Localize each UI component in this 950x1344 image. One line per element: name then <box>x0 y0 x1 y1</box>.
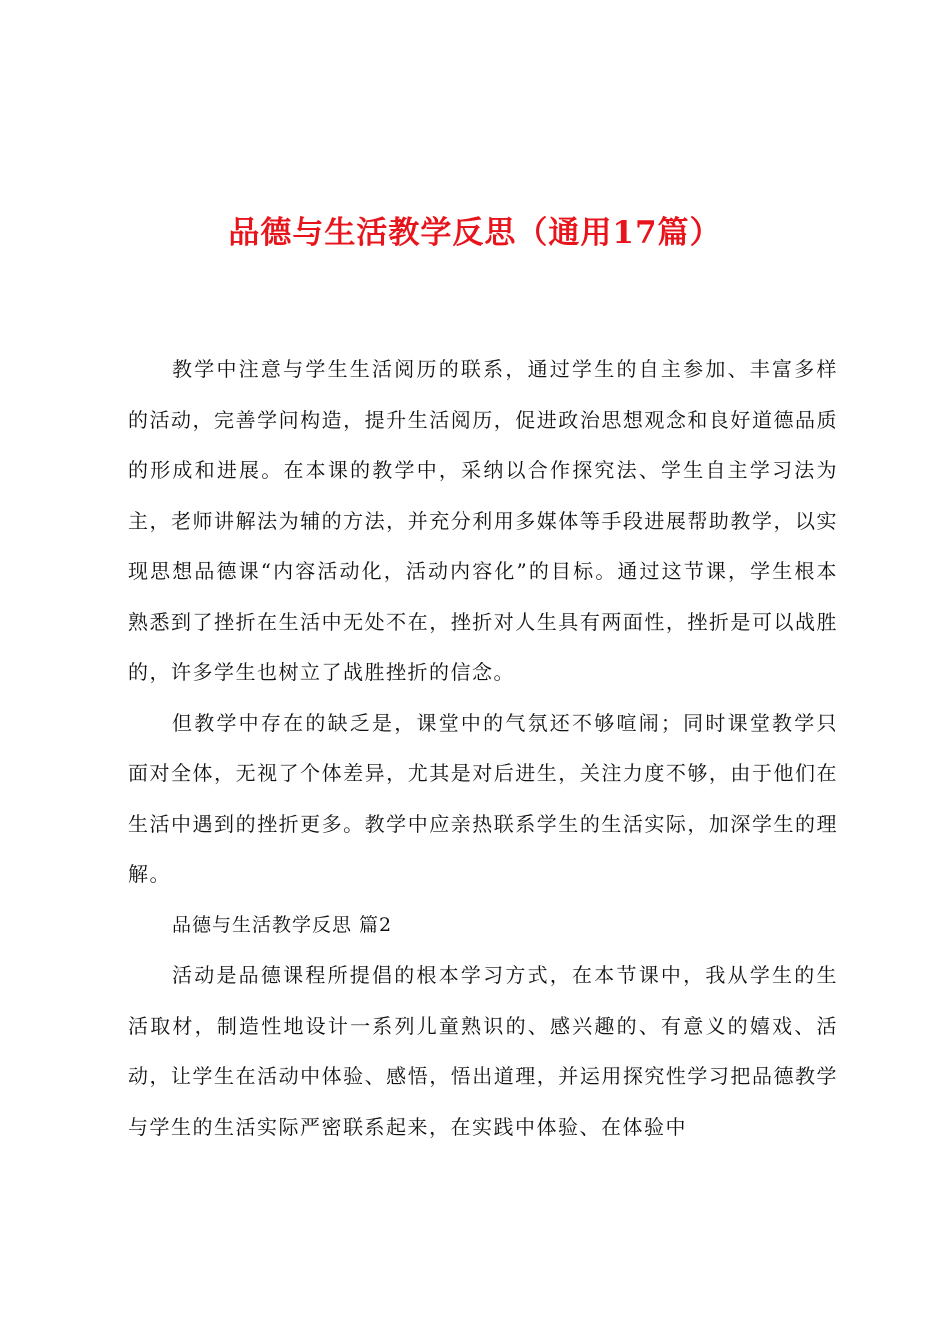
paragraph-1: 教学中注意与学生生活阅历的联系，通过学生的自主参加、丰富多样的活动，完善学问构造，提升生活阅历，促进政治思想观念和良好道德品质的形成和进展。在本课的教学中，采纳以合作探究法、学生自主学习法为主，老师讲解法为辅的方法，并充分利用多媒体等手段进展帮助教学，以实现思想品德课“内容活动化，活动内容化”的目标。通过这节课，学生根本熟悉到了挫折在生活中无处不在，挫折对人生具有两面性，挫折是可以战胜的，许多学生也树立了战胜挫折的信念。 <box>128 357 838 684</box>
document-title: 品德与生活教学反思（通用17篇） <box>228 215 722 251</box>
section-paragraph-1: 活动是品德课程所提倡的根本学习方式，在本节课中，我从学生的生活取材，制造性地设计一系列儿童熟识的、感兴趣的、有意义的嬉戏、活动，让学生在活动中体验、感悟，悟出道理，并运用探究性学习把品德教学与学生的生活实际严密联系起来，在实践中体验、在体验中 <box>128 963 838 1139</box>
section-heading: 品德与生活教学反思 篇2 <box>172 913 393 936</box>
paragraph-2: 但教学中存在的缺乏是，课堂中的气氛还不够喧闹；同时课堂教学只面对全体，无视了个体差异，尤其是对后进生，关注力度不够，由于他们在生活中遇到的挫折更多。教学中应亲热联系学生的生活实际，加深学生的理解。 <box>128 710 838 886</box>
document-body <box>128 344 838 1152</box>
